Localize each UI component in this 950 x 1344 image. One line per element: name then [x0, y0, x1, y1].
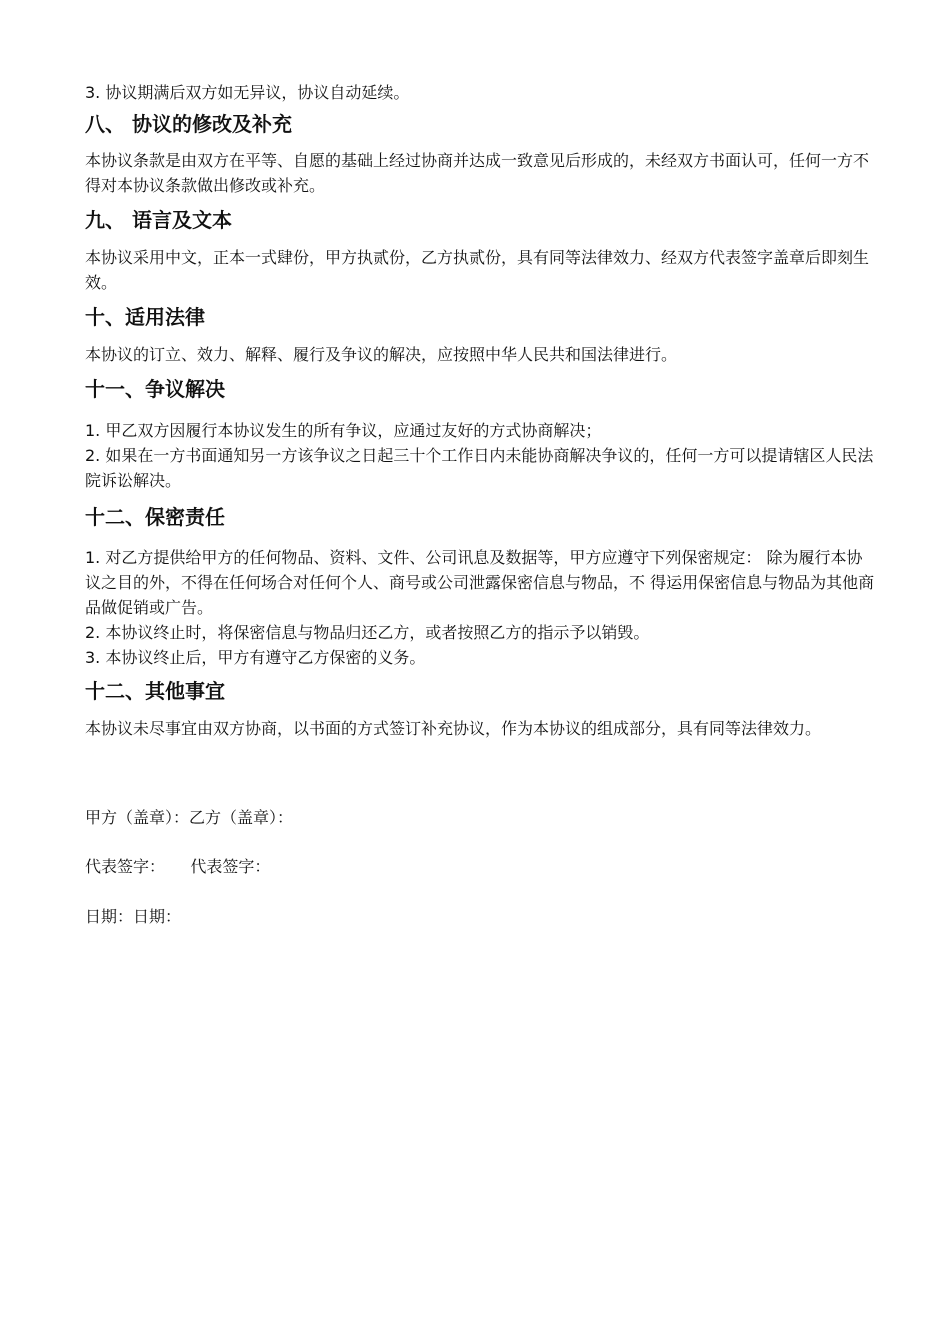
paragraph: 本协议的订立、效力、解释、履行及争议的解决，应按照中华人民共和国法律进行。 [85, 345, 678, 364]
seal-line: 甲方（盖章）：乙方（盖章）： [85, 808, 294, 827]
section-body-amendment [85, 148, 875, 198]
list-item: 2. 本协议终止时，将保密信息与物品归还乙方，或者按照乙方的指示予以销毁。 [85, 623, 650, 642]
section-body-confidentiality [85, 545, 875, 670]
section-body-dispute [85, 418, 875, 493]
section-body-law [85, 342, 875, 367]
section-body-language [85, 245, 875, 295]
date-line: 日期：日期： [85, 907, 182, 926]
paragraph: 本协议条款是由双方在平等、自愿的基础上经过协商并达成一致意见后形成的，未经双方书面认可，任何一方不得对本协议条款做出修改或补充。 [85, 151, 870, 195]
section-heading-law: 十、适用法律 [85, 305, 205, 329]
section-heading-confidentiality: 十二、保密责任 [85, 505, 225, 529]
intro-clause: 3. 协议期满后双方如无异议，协议自动延续。 [85, 83, 410, 102]
section-heading-other: 十二、其他事宜 [85, 679, 225, 703]
paragraph: 本协议未尽事宜由双方协商，以书面的方式签订补充协议，作为本协议的组成部分，具有同等法律效力。 [85, 719, 822, 738]
list-item: 3. 本协议终止后，甲方有遵守乙方保密的义务。 [85, 648, 426, 667]
list-item: 2. 如果在一方书面通知另一方该争议之日起三十个工作日内未能协商解决争议的，任何一方可以提请辖区人民法院诉讼解决。 [85, 446, 874, 490]
section-body-other [85, 716, 875, 741]
list-item: 1. 对乙方提供给甲方的任何物品、资料、文件、公司讯息及数据等，甲方应遵守下列保密规定： 除为履行本协议之目的外，不得在任何场合对任何个人、商号或公司泄露保密信息与物品，不 得运用保密信息与物品为其他商品做促销或广告。 [85, 548, 875, 617]
representative-signature-line: 代表签字： 代表签字： [85, 857, 271, 876]
section-heading-language: 九、 语言及文本 [85, 208, 232, 232]
section-heading-dispute: 十一、争议解决 [85, 377, 225, 401]
paragraph: 本协议采用中文，正本一式肆份，甲方执贰份，乙方执贰份，具有同等法律效力、经双方代表签字盖章后即刻生效。 [85, 248, 870, 292]
list-item: 1. 甲乙双方因履行本协议发生的所有争议，应通过友好的方式协商解决； [85, 421, 602, 440]
section-heading-amendment: 八、 协议的修改及补充 [85, 112, 292, 136]
